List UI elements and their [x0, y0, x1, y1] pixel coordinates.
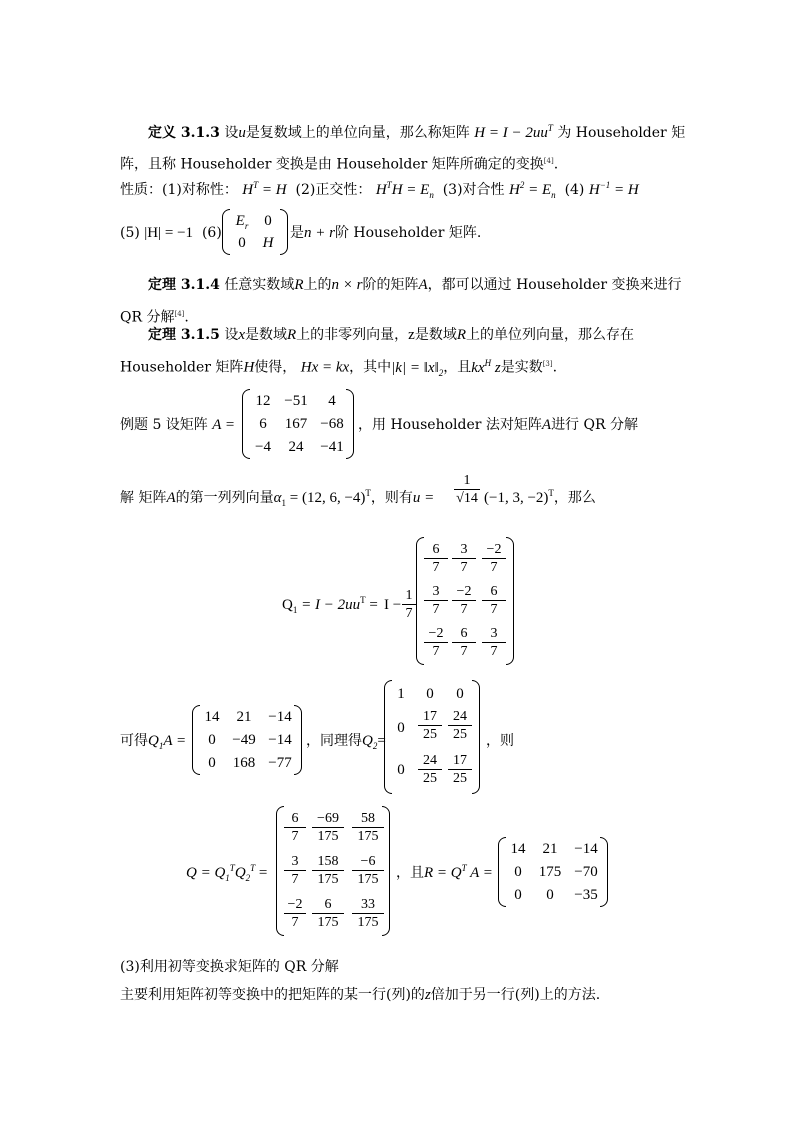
matrix-Q: $\frac{6}{7}$ $\frac{-69}{175}$ $\frac{58}{175}$ $\frac{3}{7}$ $\frac{158}{175}$ $\frac{-6}{175}$ $\frac{-2}{7}$ $\frac{6}{175}$ $\frac{33}{175}$ — [276, 806, 390, 936]
scalar-fraction: $\frac{1}{7}$ — [402, 587, 416, 622]
theorem-3-1-5: 定理 3.1.5 设x是数域R上的非零列向量，z是数域R上的单位列向量，那么存在 — [148, 327, 634, 343]
property-5: (5) |H| = −1 (6) — [120, 225, 222, 241]
solution-line: 解 矩阵A的第一列列向量$\alpha_1 = (12$, 6, −4)$^T$，则有u = — [120, 488, 435, 508]
matrix-Q1-inner: $\frac{6}{7}$ $\frac{3}{7}$ $\frac{-2}{7}$ $\frac{3}{7}$ $\frac{-2}{7}$ $\frac{6}{7}$ $\frac{-2}{7}$ $\frac{6}{7}$ $\frac{3}{7}$ — [416, 537, 514, 665]
definition-3-1-3: 定义 3.1.3 设u是复数域上的单位向量，那么称矩阵 $H = I - 2uu^T$ 为 Householder 矩 — [148, 123, 686, 141]
section-heading: (3)利用初等变换求矩阵的 QR 分解 — [120, 959, 339, 975]
matrix-Q1A: 14 21 −14 0 −49 −14 0 168 −77 — [192, 705, 302, 775]
definition-label: 定义 3.1.3 — [148, 125, 220, 141]
theorem-3-1-4-line2: QR 分解[4]. — [120, 309, 189, 326]
matrix-R: 14 21 −14 0 175 −70 0 0 −35 — [498, 837, 608, 907]
solution-u-vector: (−1, 3, −2)$^T$，那么 — [484, 488, 596, 506]
example-5-suffix: ，用 Householder 法对矩阵A进行 QR 分解 — [358, 417, 638, 433]
r-equation: ，且$R = Q^T$ A = — [396, 863, 493, 881]
properties-line: 性质：(1)对称性： $H^T = H$ (2)正交性： $H^TH = E_n$ (3)对合性 $H^2 = E_n$ (4) $H^{-1} = H$ — [120, 180, 639, 200]
q-equation: $Q = Q_1^TQ_2^T$ = — [186, 863, 268, 883]
example-5: 例题 5 设矩阵 A = — [120, 417, 236, 433]
q1a-label: 可得$Q_1A$ = — [120, 733, 187, 751]
then-text: ，则 — [486, 733, 514, 749]
theorem-3-1-5-line2: Householder 矩阵H使得， Hx = kx，其中$|k| = ‖x‖_2$，且$kx^H$ z是实数[3]. — [120, 357, 558, 378]
identity-minus: I − — [384, 597, 402, 613]
householder-equation: $H = I - 2uu^T$ — [474, 123, 553, 141]
matrix-Q2: 1 0 0 0 $\frac{17}{25}$ $\frac{24}{25}$ 0 $\frac{24}{25}$ $\frac{17}{25}$ — [384, 680, 480, 794]
section-text: 主要利用矩阵初等变换中的把矩阵的某一行(列)的z倍加于另一行(列)上的方法. — [120, 987, 601, 1003]
u-fraction: $\frac{1}{√14}$ — [454, 472, 480, 507]
matrix-A: 12 −51 4 6 167 −68 −4 24 −41 — [242, 389, 354, 459]
property-6-text: 是n + r阶 Householder 矩阵. — [290, 225, 482, 241]
theorem-3-1-4: 定理 3.1.4 任意实数域R上的n × r阶的矩阵A，都可以通过 Householder 变换来进行 — [148, 277, 682, 293]
definition-3-1-3-line2: 阵，且称 Householder 变换是由 Householder 矩阵所确定的变换[4]. — [120, 156, 559, 173]
block-matrix: $E_r$ 0 0 H — [222, 209, 288, 255]
q1-equation: $Q_1 = I - 2uu^T$ = — [282, 595, 378, 615]
q2-label: ，同理得$Q_2=$ — [306, 733, 386, 751]
citation: [4] — [543, 157, 554, 165]
